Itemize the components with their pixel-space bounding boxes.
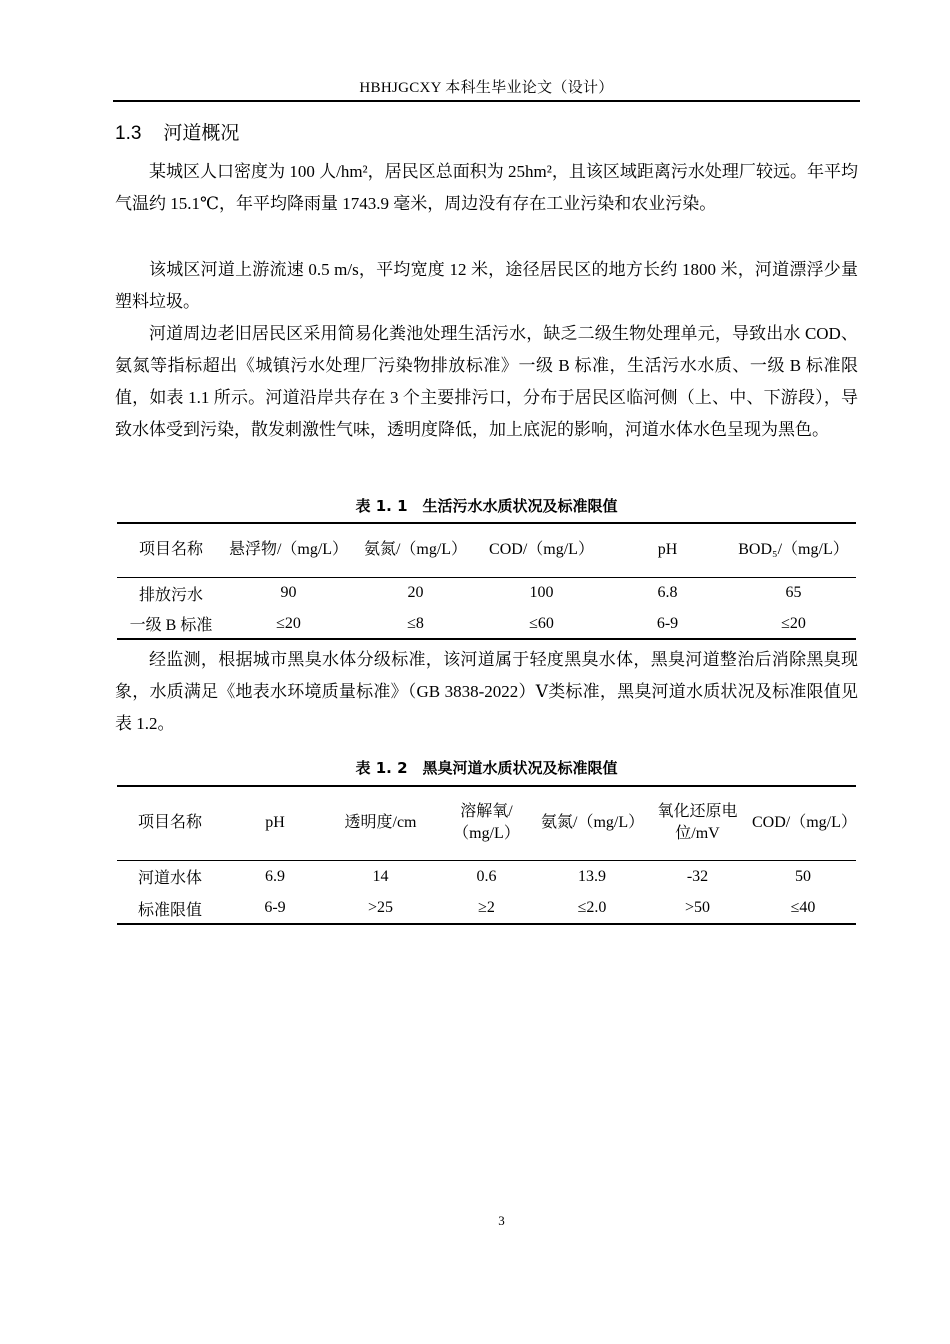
paragraph-population: 某城区人口密度为 100 人/hm²，居民区总面积为 25hm²，且该区域距离污水处理厂较远。年平均气温约 15.1℃，年平均降雨量 1743.9 毫米，周边没有存在工业污染和农业污染。 <box>115 162 858 213</box>
table2-header: 项目名称 <box>117 786 223 860</box>
table-cell: ≤20 <box>731 609 856 639</box>
table-row <box>117 577 856 609</box>
table-row <box>117 860 856 893</box>
table-cell: ≤8 <box>352 609 479 639</box>
table-row <box>117 893 856 924</box>
table-domestic-sewage <box>117 522 856 640</box>
header-rule <box>113 100 860 102</box>
table1-caption: 表 1. 1 生活污水水质状况及标准限值 <box>355 497 618 515</box>
table-cell: 0.6 <box>476 867 497 885</box>
table2-header: 透明度/cm <box>327 786 434 860</box>
section-number: 1.3 <box>115 123 142 144</box>
table-cell: 20 <box>407 584 424 602</box>
table2-header: 氧化还原电位/mV <box>645 786 750 860</box>
table-cell: 14 <box>372 867 389 885</box>
table-cell: ≤20 <box>225 609 352 639</box>
table2-caption: 表 1. 2 黑臭河道水质状况及标准限值 <box>355 759 618 777</box>
table-river-quality <box>117 785 856 925</box>
running-header: HBHJGCXY 本科生毕业论文（设计） <box>359 80 614 96</box>
table-cell: ≤40 <box>750 893 856 924</box>
table1-header: BOD₅/（mg/L） <box>731 523 856 577</box>
table1-header-row <box>117 523 856 577</box>
table1-header: COD/（mg/L） <box>479 523 604 577</box>
table2-header: COD/（mg/L） <box>750 786 856 860</box>
table1-header: 悬浮物/（mg/L） <box>225 523 352 577</box>
paragraph-river-flow: 该城区河道上游流速 0.5 m/s，平均宽度 12 米，途径居民区的地方长约 1800 米，河道漂浮少量塑料垃圾。 <box>115 260 858 311</box>
table2-header-row <box>117 786 856 860</box>
table-cell: 排放污水 <box>138 586 203 604</box>
table1-header: 项目名称 <box>117 523 225 577</box>
section-title: 河道概况 <box>163 122 240 144</box>
table-cell: 65 <box>785 584 802 602</box>
table-cell: ≥2 <box>434 893 539 924</box>
table-cell: 100 <box>529 584 554 602</box>
table-cell: 13.9 <box>578 867 606 885</box>
table2-header: 氨氮/（mg/L） <box>539 786 645 860</box>
table-cell: -32 <box>686 867 709 885</box>
table-cell: 河道水体 <box>137 870 202 888</box>
paragraph-monitoring: 经监测，根据城市黑臭水体分级标准，该河道属于轻度黑臭水体，黑臭河道整治后消除黑臭现象，水质满足《地表水环境质量标准》（GB 3838-2022）Ⅴ类标准，黑臭河道水质状况及标准限值见表 1.2。 <box>115 650 858 733</box>
table-cell: ≤2.0 <box>539 893 645 924</box>
table-cell: ≤60 <box>479 609 604 639</box>
table-cell: 90 <box>280 584 297 602</box>
table-cell: 6-9 <box>223 893 327 924</box>
table-cell: >25 <box>327 893 434 924</box>
table-cell: 一级 B 标准 <box>117 609 225 639</box>
table-cell: 6-9 <box>604 609 731 639</box>
table1-header: 氨氮/（mg/L） <box>352 523 479 577</box>
paragraph-pollution: 河道周边老旧居民区采用简易化粪池处理生活污水，缺乏二级生物处理单元，导致出水 COD、氨氮等指标超出《城镇污水处理厂污染物排放标准》一级 B 标准，生活污水水质、一级 B 标准限值，如表 1.1 所示。河道沿岸共存在 3 个主要排污口，分布于居民区临河侧（上、中、下游段），导致水体受到污染，散发刺激性气味，透明度降低，加上底泥的影响，河道水体水色呈现为黑色。 <box>115 324 858 439</box>
table-cell: 6.9 <box>265 867 285 885</box>
page-number: 3 <box>498 1213 505 1228</box>
section-heading <box>115 118 239 145</box>
table-cell: 50 <box>795 867 811 885</box>
table-cell: 标准限值 <box>117 893 223 924</box>
table-cell: 6.8 <box>657 584 678 602</box>
table-row <box>117 609 856 639</box>
table2-header: 溶解氧/（mg/L） <box>434 786 539 860</box>
table1-header: pH <box>604 523 731 577</box>
table2-header: pH <box>223 786 327 860</box>
table-cell: >50 <box>645 893 750 924</box>
